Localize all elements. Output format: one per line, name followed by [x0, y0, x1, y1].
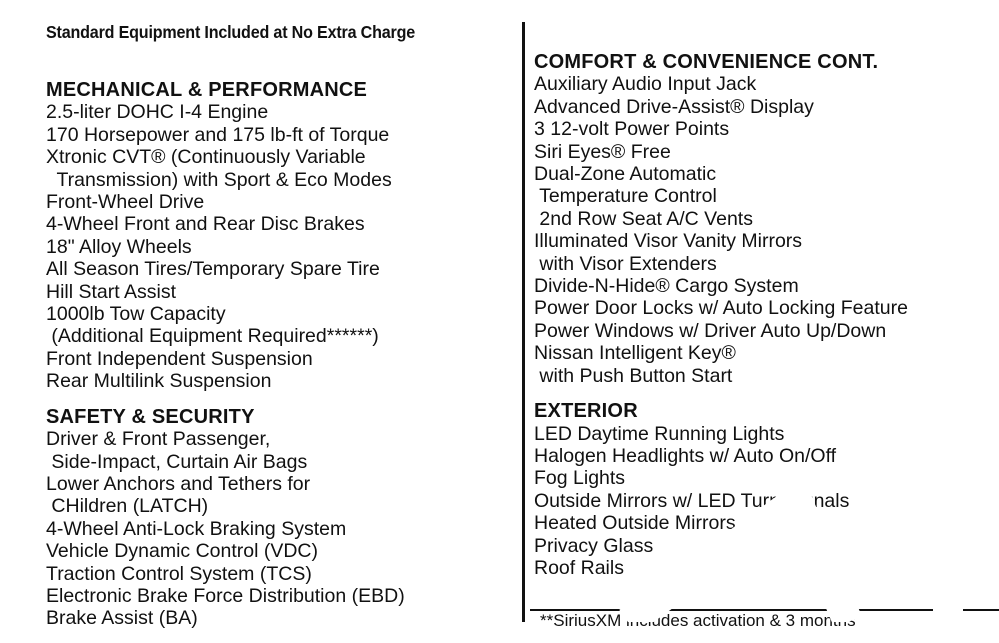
section-title: EXTERIOR	[534, 400, 638, 423]
equipment-item: 18" Alloy Wheels	[46, 235, 192, 258]
equipment-item: LED Daytime Running Lights	[534, 422, 785, 445]
equipment-item: 4-Wheel Anti-Lock Braking System	[46, 517, 347, 540]
equipment-item: Privacy Glass	[534, 534, 654, 557]
equipment-item: Xtronic CVT® (Continuously Variable	[46, 146, 366, 169]
section-comfort-convenience	[534, 51, 994, 387]
equipment-item: Hill Start Assist	[46, 280, 177, 303]
equipment-item: 2.5-liter DOHC I-4 Engine	[46, 101, 269, 124]
equipment-item: 2nd Row Seat A/C Vents	[534, 207, 753, 230]
equipment-item: Rear Multilink Suspension	[46, 370, 272, 393]
equipment-item: Auxiliary Audio Input Jack	[534, 73, 757, 96]
equipment-item: Front-Wheel Drive	[46, 191, 205, 214]
section-items	[534, 423, 994, 580]
section-safety-security	[46, 406, 516, 630]
equipment-item: Halogen Headlights w/ Auto On/Off	[534, 444, 837, 467]
equipment-item: with Visor Extenders	[534, 252, 717, 275]
left-column	[46, 79, 516, 643]
equipment-item: 1000lb Tow Capacity	[46, 303, 226, 326]
equipment-item: Illuminated Visor Vanity Mirrors	[534, 230, 803, 253]
equipment-item: with Push Button Start	[534, 364, 733, 387]
equipment-item: Dual-Zone Automatic	[534, 163, 717, 186]
right-column	[534, 51, 994, 592]
equipment-item: Heated Outside Mirrors	[534, 512, 736, 535]
section-items	[46, 428, 516, 630]
equipment-item: Electronic Brake Force Distribution (EBD)	[46, 584, 405, 607]
equipment-item: 170 Horsepower and 175 lb-ft of Torque	[46, 123, 390, 146]
equipment-item: Divide-N-Hide® Cargo System	[534, 275, 799, 298]
section-title: SAFETY & SECURITY	[46, 405, 255, 428]
equipment-item: Lower Anchors and Tethers for	[46, 472, 311, 495]
equipment-item: 4-Wheel Front and Rear Disc Brakes	[46, 213, 365, 236]
section-title: MECHANICAL & PERFORMANCE	[46, 79, 368, 101]
equipment-item: Power Windows w/ Driver Auto Up/Down	[534, 319, 887, 342]
section-items	[534, 73, 994, 387]
section-items	[46, 101, 516, 392]
equipment-item: Advanced Drive-Assist® Display	[534, 95, 814, 118]
equipment-item: Traction Control System (TCS)	[46, 562, 312, 585]
equipment-item: Roof Rails	[534, 556, 624, 579]
equipment-item: Brake Assist (BA)	[46, 607, 198, 630]
equipment-item: Transmission) with Sport & Eco Modes	[46, 168, 392, 191]
equipment-item: CHildren (LATCH)	[46, 495, 209, 518]
footnote: **SiriusXM includes activation & 3 months	[540, 611, 856, 630]
equipment-item: Power Door Locks w/ Auto Locking Feature	[534, 297, 908, 320]
equipment-item: (Additional Equipment Required******)	[46, 325, 379, 348]
equipment-item: Outside Mirrors w/ LED Turn Signals	[534, 489, 850, 512]
column-divider	[522, 22, 525, 622]
page-header: Standard Equipment Included at No Extra Charge	[46, 22, 416, 42]
equipment-item: Vehicle Dynamic Control (VDC)	[46, 540, 319, 563]
equipment-item: Temperature Control	[534, 185, 717, 208]
section-exterior	[534, 400, 994, 579]
section-title: COMFORT & CONVENIENCE CONT.	[534, 51, 879, 73]
equipment-item: Front Independent Suspension	[46, 347, 313, 370]
equipment-item: Fog Lights	[534, 467, 626, 490]
equipment-item: All Season Tires/Temporary Spare Tire	[46, 258, 380, 281]
equipment-item: Siri Eyes® Free	[534, 140, 671, 163]
section-mechanical-performance	[46, 79, 516, 393]
equipment-item: Nissan Intelligent Key®	[534, 342, 736, 365]
equipment-item: Side-Impact, Curtain Air Bags	[46, 450, 308, 473]
equipment-item: 3 12-volt Power Points	[534, 118, 730, 141]
equipment-item: Driver & Front Passenger,	[46, 428, 271, 451]
